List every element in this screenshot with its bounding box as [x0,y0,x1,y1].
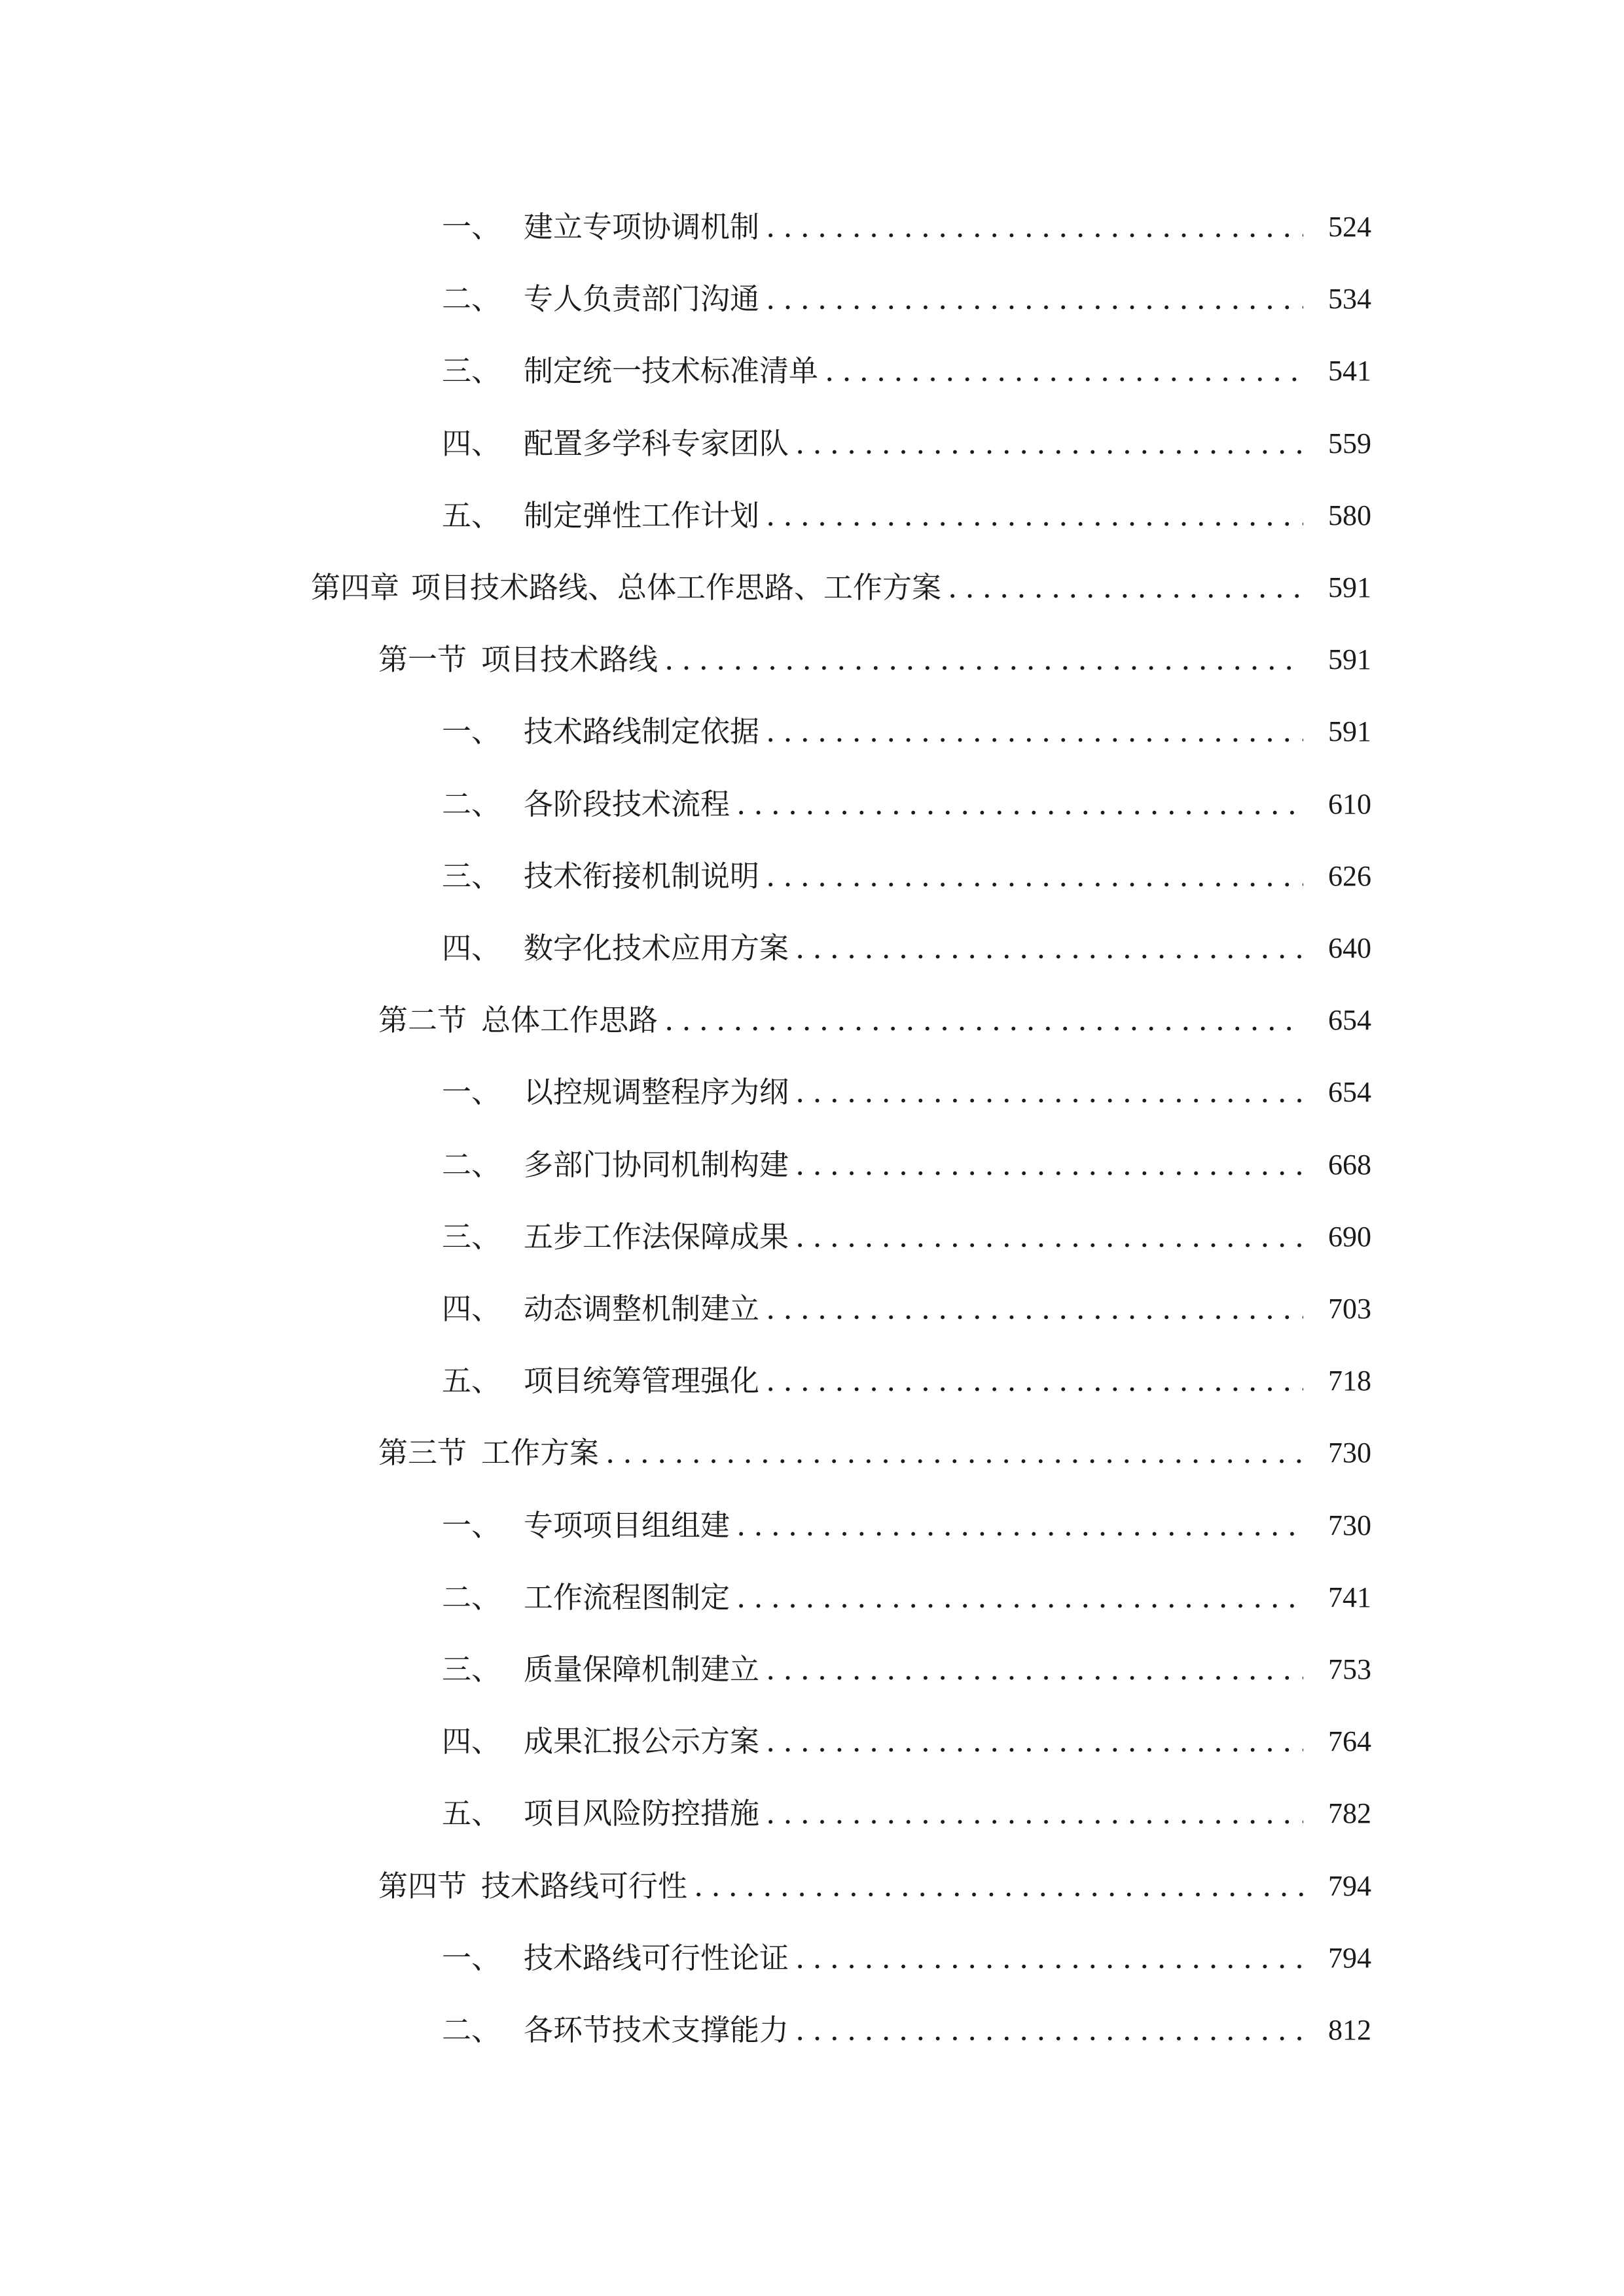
toc-entry-chapter[interactable] [311,565,1371,611]
toc-entry-number: 一、 [442,1075,501,1109]
toc-entry-number: 二、 [442,787,501,821]
toc-entry-number: 二、 [442,281,501,316]
toc-entry-item[interactable] [442,2007,1371,2053]
toc-entry-title: 专人负责部门沟通 [524,281,760,316]
toc-dot-leader [736,781,1303,827]
toc-entry-title: 配置多学科专家团队 [524,426,789,461]
toc-dot-leader [664,637,1303,683]
toc-entry-title: 数字化技术应用方案 [524,931,789,965]
toc-page-number: 626 [1328,860,1371,892]
toc-entry-number: 三、 [442,1652,501,1687]
toc-entry-title: 工作流程图制定 [524,1580,731,1615]
toc-dot-leader [766,1647,1303,1693]
toc-entry-number: 三、 [442,353,501,388]
toc-page-number: 591 [1328,643,1371,675]
toc-dot-leader [795,1214,1303,1260]
toc-dot-leader [795,1935,1303,1981]
toc-entry-title: 专项项目组组建 [524,1508,731,1543]
toc-dot-leader [948,565,1303,611]
toc-entry-number: 五、 [442,1363,501,1398]
toc-entry-number: 四、 [442,426,501,461]
toc-entry-title: 制定统一技术标准清单 [524,353,819,388]
toc-entry-number: 第四节 [378,1869,467,1903]
toc-entry-item[interactable] [442,276,1371,322]
toc-entry-number: 第二节 [378,1003,467,1037]
toc-page-number: 524 [1328,211,1371,243]
toc-dot-leader [795,1069,1303,1115]
toc-dot-leader [795,925,1303,971]
toc-entry-title: 各阶段技术流程 [524,787,731,821]
toc-page-number: 730 [1328,1509,1371,1541]
toc-entry-title: 制定弹性工作计划 [524,498,760,533]
toc-entry-section[interactable] [378,637,1371,683]
toc-entry-number: 二、 [442,1147,501,1182]
toc-page-number: 591 [1328,715,1371,747]
toc-dot-leader [736,1575,1303,1621]
toc-entry-item[interactable] [442,1647,1371,1693]
toc-page-number: 794 [1328,1942,1371,1974]
toc-entry-item[interactable] [442,1069,1371,1115]
toc-page-number: 591 [1328,571,1371,603]
toc-entry-number: 第一节 [378,642,467,677]
toc-dot-leader [766,204,1303,250]
toc-page-number: 753 [1328,1653,1371,1685]
toc-entry-title: 成果汇报公示方案 [524,1724,760,1759]
toc-entry-item[interactable] [442,1358,1371,1404]
toc-entry-title: 项目风险防控措施 [524,1796,760,1831]
toc-page-number: 654 [1328,1076,1371,1108]
toc-entry-number: 三、 [442,1219,501,1254]
toc-entry-number: 二、 [442,1580,501,1615]
toc-entry-title: 技术路线制定依据 [524,714,760,749]
toc-entry-title: 技术路线可行性论证 [524,1941,789,1975]
toc-entry-number: 第三节 [378,1435,467,1470]
toc-page-number: 654 [1328,1004,1371,1036]
toc-dot-leader [795,2007,1303,2053]
toc-entry-title: 项目技术路线、总体工作思路、工作方案 [411,570,942,605]
toc-entry-number: 五、 [442,1796,501,1831]
toc-entry-title: 建立专项协调机制 [524,209,760,244]
toc-dot-leader [664,997,1303,1043]
toc-page-number: 541 [1328,355,1371,387]
toc-entry-number: 四、 [442,1724,501,1759]
toc-entry-item[interactable] [442,709,1371,755]
toc-page-number: 559 [1328,427,1371,459]
toc-dot-leader [766,1791,1303,1837]
toc-entry-title: 项目统筹管理强化 [524,1363,760,1398]
toc-entry-item[interactable] [442,1286,1371,1332]
toc-entry-item[interactable] [442,1575,1371,1621]
toc-entry-item[interactable] [442,853,1371,899]
toc-entry-title: 工作方案 [481,1435,600,1470]
toc-dot-leader [736,1503,1303,1549]
toc-entry-title: 动态调整机制建立 [524,1291,760,1326]
toc-entry-item[interactable] [442,1791,1371,1837]
toc-entry-item[interactable] [442,204,1371,250]
toc-entry-item[interactable] [442,1503,1371,1549]
toc-entry-title: 技术衔接机制说明 [524,859,760,893]
toc-page-number: 718 [1328,1365,1371,1397]
toc-page-number: 690 [1328,1221,1371,1253]
toc-page-number: 730 [1328,1437,1371,1469]
toc-page-number: 580 [1328,499,1371,531]
toc-entry-item[interactable] [442,1719,1371,1765]
toc-entry-number: 二、 [442,2013,501,2047]
toc-dot-leader [694,1863,1303,1909]
toc-dot-leader [766,1286,1303,1332]
toc-dot-leader [766,853,1303,899]
toc-entry-number: 四、 [442,1291,501,1326]
toc-dot-leader [766,1358,1303,1404]
toc-page-number: 782 [1328,1797,1371,1829]
toc-dot-leader [825,348,1303,394]
toc-entry-title: 技术路线可行性 [481,1869,688,1903]
toc-entry-title: 以控规调整程序为纲 [524,1075,789,1109]
toc-entry-item[interactable] [442,1214,1371,1260]
toc-dot-leader [766,709,1303,755]
toc-entry-number: 三、 [442,859,501,893]
toc-dot-leader [766,276,1303,322]
toc-entry-title: 五步工作法保障成果 [524,1219,789,1254]
toc-entry-title: 项目技术路线 [481,642,659,677]
toc-dot-leader [795,421,1303,467]
toc-page-number: 610 [1328,788,1371,820]
toc-entry-item[interactable] [442,493,1371,539]
toc-page-number: 812 [1328,2014,1371,2046]
toc-page-number: 640 [1328,932,1371,964]
toc-entry-number: 四、 [442,931,501,965]
toc-entry-number: 一、 [442,209,501,244]
toc-entry-title: 多部门协同机制构建 [524,1147,789,1182]
toc-entry-title: 总体工作思路 [481,1003,659,1037]
toc-entry-item[interactable] [442,1935,1371,1981]
toc-page-number: 741 [1328,1581,1371,1613]
toc-entry-item[interactable] [442,1142,1371,1188]
toc-entry-title: 质量保障机制建立 [524,1652,760,1687]
toc-entry-number: 第四章 [311,570,400,605]
toc-entry-section[interactable] [378,1863,1371,1909]
toc-entry-item[interactable] [442,925,1371,971]
toc-page-number: 764 [1328,1725,1371,1757]
toc-entry-item[interactable] [442,421,1371,467]
toc-page-number: 703 [1328,1293,1371,1325]
toc-entry-number: 一、 [442,714,501,749]
toc-entry-item[interactable] [442,781,1371,827]
toc-page-number: 668 [1328,1149,1371,1181]
toc-dot-leader [766,1719,1303,1765]
toc-entry-number: 一、 [442,1941,501,1975]
toc-entry-item[interactable] [442,348,1371,394]
toc-dot-leader [766,493,1303,539]
toc-entry-number: 五、 [442,498,501,533]
toc-entry-section[interactable] [378,1430,1371,1476]
toc-page-number: 534 [1328,283,1371,315]
toc-entry-title: 各环节技术支撑能力 [524,2013,789,2047]
toc-entry-number: 一、 [442,1508,501,1543]
toc-dot-leader [795,1142,1303,1188]
toc-dot-leader [605,1430,1303,1476]
toc-page-number: 794 [1328,1870,1371,1902]
toc-entry-section[interactable] [378,997,1371,1043]
